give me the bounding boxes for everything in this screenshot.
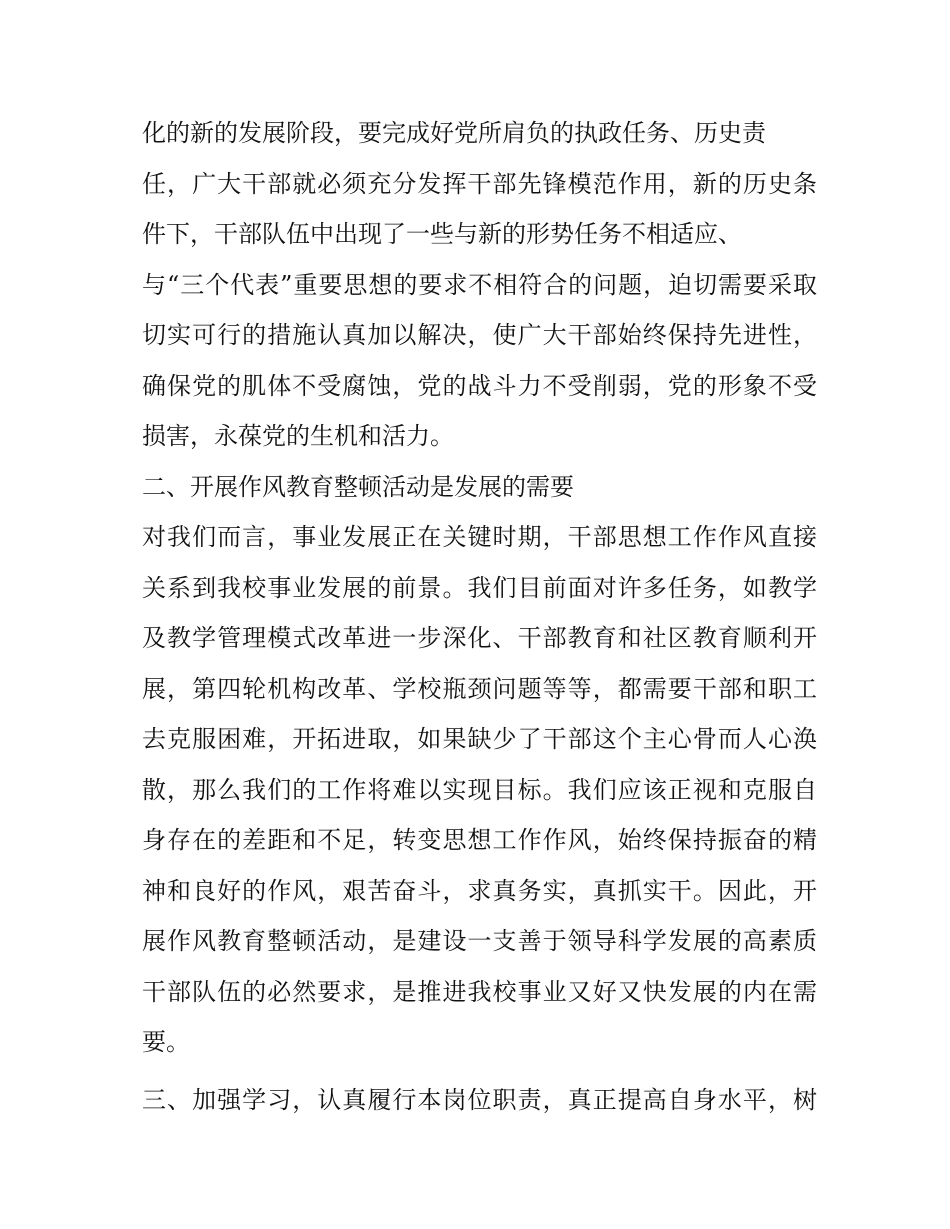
text-line: 身存在的差距和不足，转变思想工作作风，始终保持振奋的精 — [142, 826, 817, 854]
text-line: 确保党的肌体不受腐蚀，党的战斗力不受削弱，党的形象不受 — [142, 371, 817, 400]
text-line: 展，第四轮机构改革、学校瓶颈问题等等，都需要干部和职工 — [142, 674, 817, 703]
text-line: 去克服困难，开拓进取，如果缺少了干部这个主心骨而人心涣 — [142, 725, 817, 753]
text-line: 关系到我校事业发展的前景。我们目前面对许多任务，如教学 — [142, 573, 817, 602]
text-line: 神和良好的作风，艰苦奋斗，求真务实，真抓实干。因此，开 — [142, 876, 817, 905]
text-line: 切实可行的措施认真加以解决，使广大干部始终保持先进性， — [142, 321, 817, 349]
text-line: 损害，永葆党的生机和活力。 — [142, 422, 454, 450]
text-line: 散，那么我们的工作将难以实现目标。我们应该正视和克服自 — [142, 775, 817, 804]
text-line: 对我们而言，事业发展正在关键时期，干部思想工作作风直接 — [142, 523, 817, 551]
text-line: 化的新的发展阶段，要完成好党所肩负的执政任务、历史责 — [142, 119, 766, 147]
text-line: 展作风教育整顿活动，是建设一支善于领导科学发展的高素质 — [142, 927, 817, 955]
text-line: 件下，干部队伍中出现了一些与新的形势任务不相适应、 — [142, 220, 742, 248]
section-heading-3: 三、加强学习，认真履行本岗位职责，真正提高自身水平，树 — [142, 1085, 817, 1114]
text-line: 及教学管理模式改革进一步深化、干部教育和社区教育顺利开 — [142, 624, 817, 652]
text-line: 与“三个代表”重要思想的要求不相符合的问题，迫切需要采取 — [142, 270, 817, 299]
text-line: 任，广大干部就必须充分发挥干部先锋模范作用，新的历史条 — [142, 169, 817, 198]
text-line: 要。 — [142, 1028, 190, 1056]
document-body — [142, 108, 817, 1125]
text-line: 干部队伍的必然要求，是推进我校事业又好又快发展的内在需 — [142, 977, 817, 1006]
section-heading-2: 二、开展作风教育整顿活动是发展的需要 — [142, 472, 574, 501]
